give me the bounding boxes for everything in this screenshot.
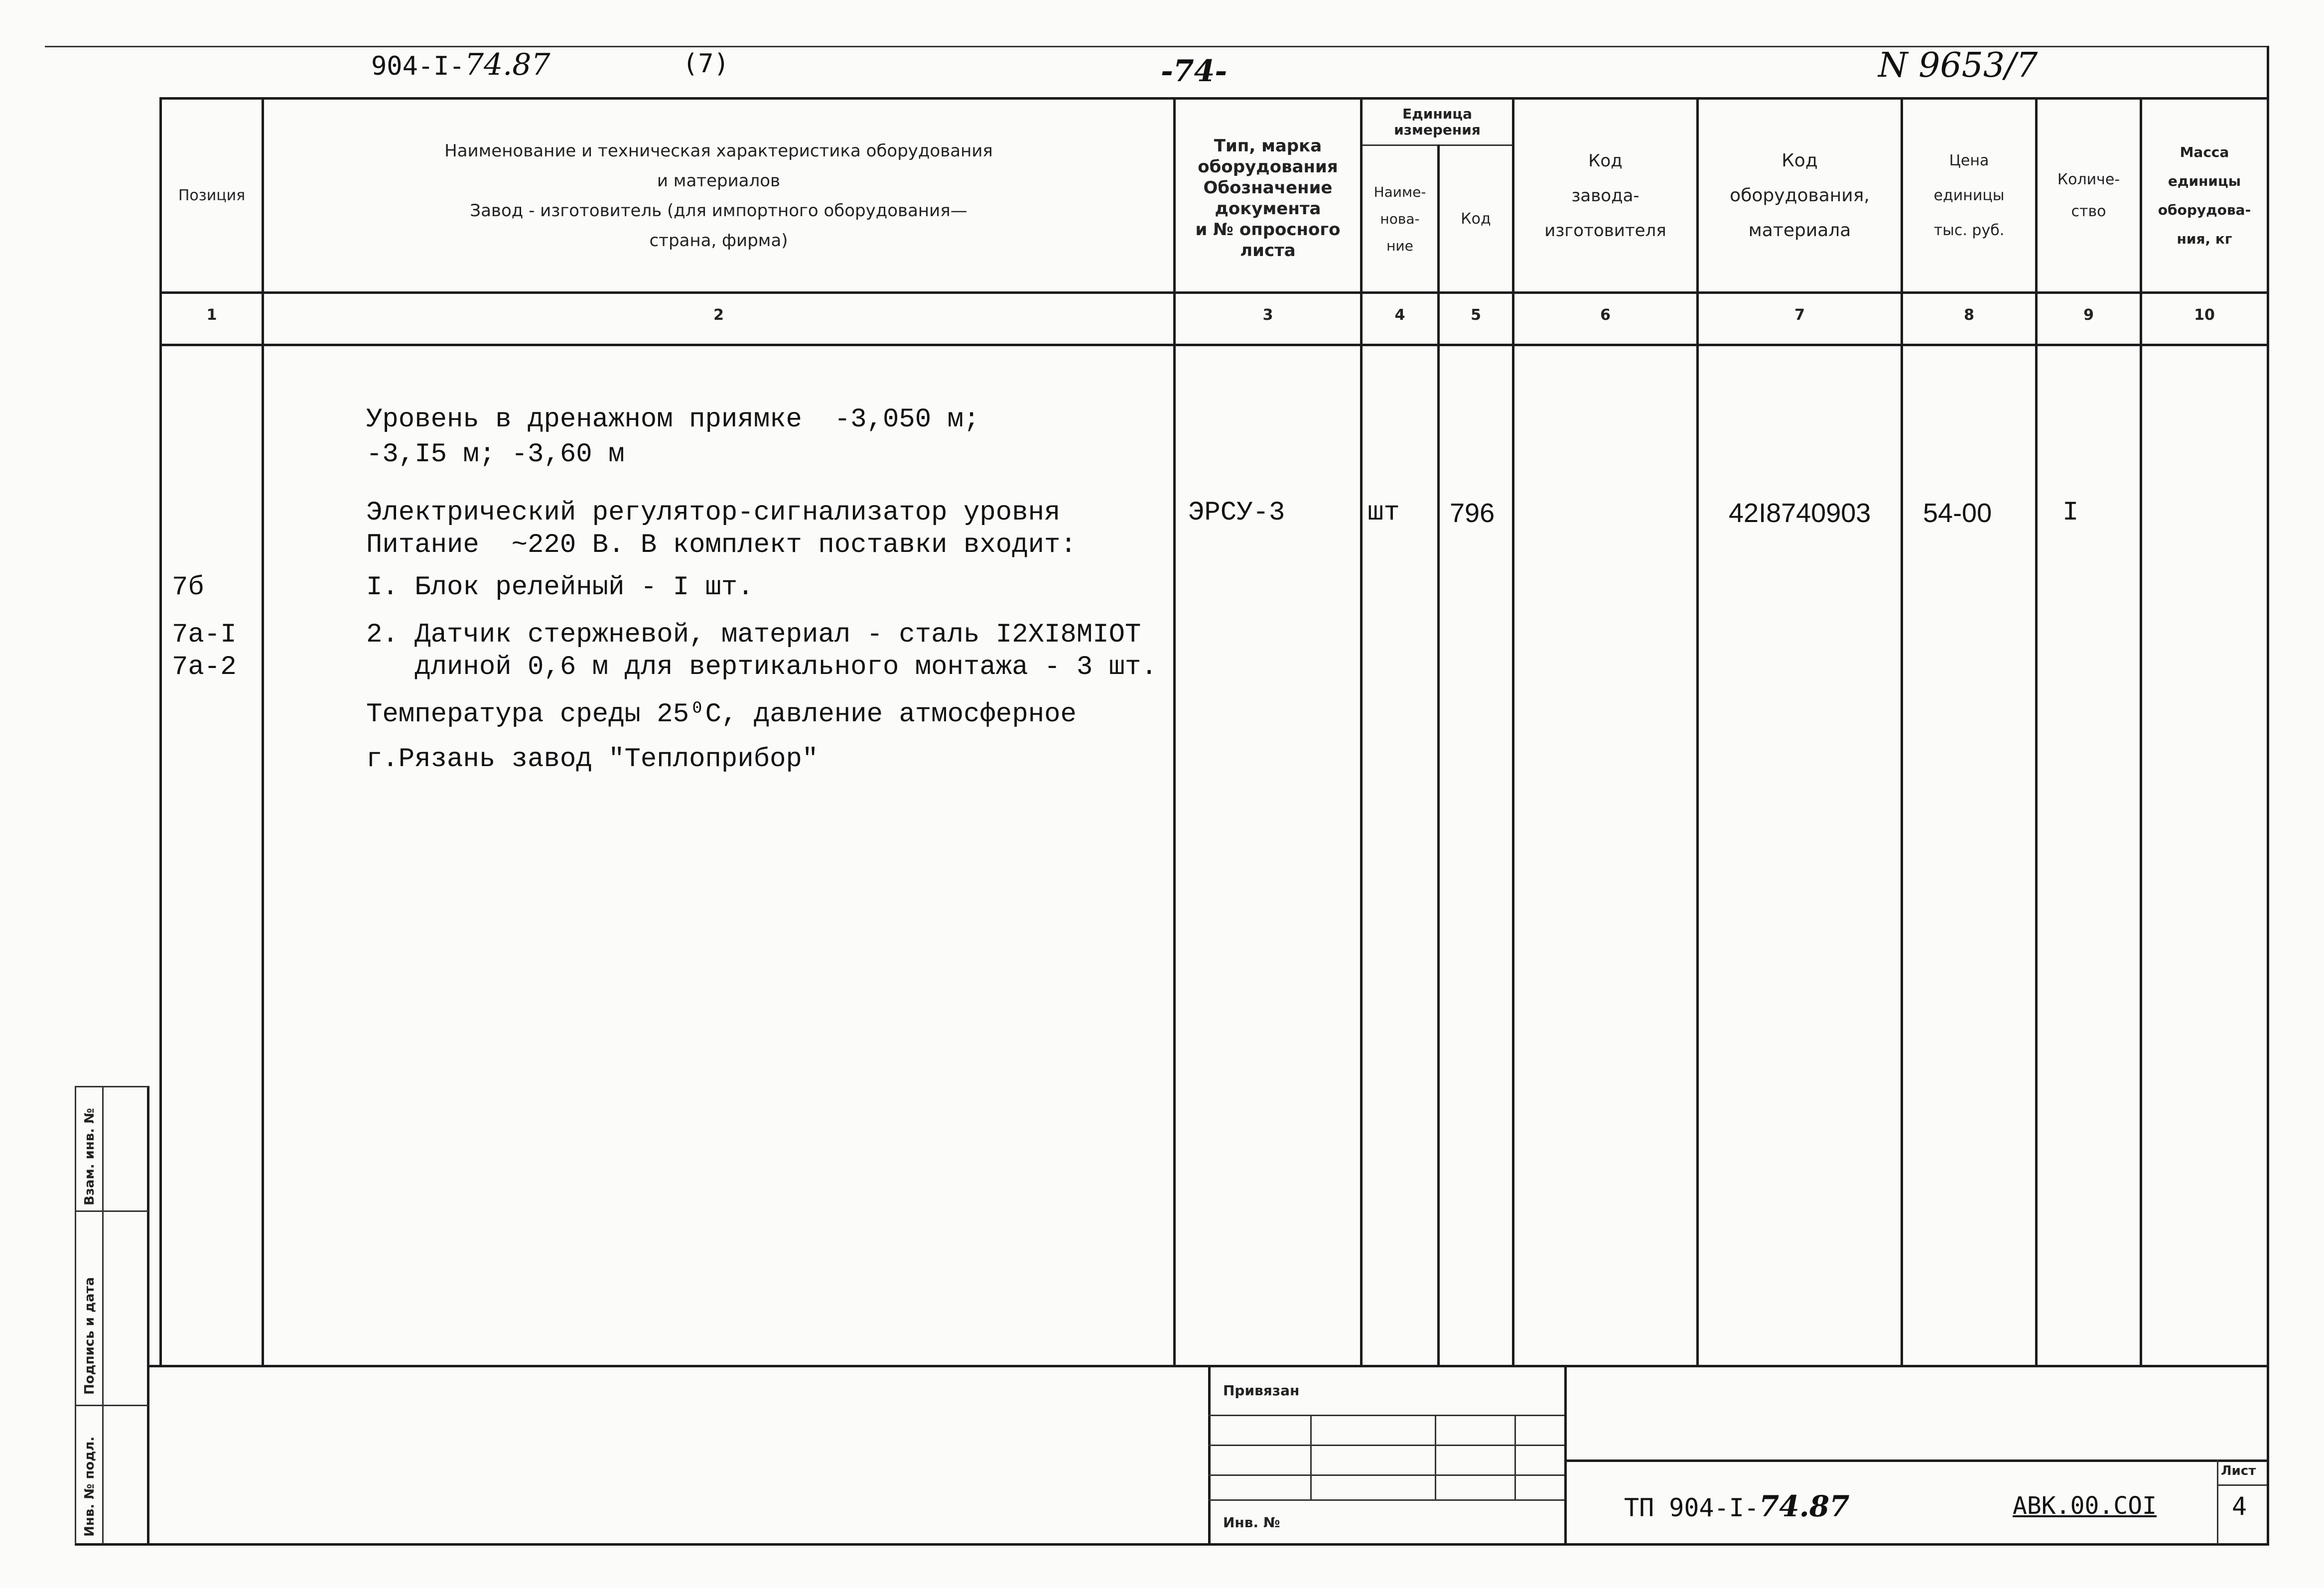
level-line-1: Уровень в дренажном приямке -3,050 м; bbox=[366, 404, 980, 435]
doc-code-handwritten: 74.87 bbox=[1759, 1489, 1850, 1523]
frame-right-line bbox=[2267, 46, 2269, 1545]
series-code-handwritten: 74.87 bbox=[464, 47, 550, 82]
item-line-2: Питание ~220 В. В комплект поставки входит: bbox=[366, 530, 1077, 560]
type-value: ЭРСУ-3 bbox=[1188, 498, 1285, 528]
col-number: 7 bbox=[1794, 306, 1805, 324]
qty-value: I bbox=[2062, 498, 2079, 528]
sign-date-label: Подпись и дата bbox=[82, 1277, 97, 1395]
sub2-line-2: длиной 0,6 м для вертикального монтажа - 3 шт. bbox=[366, 652, 1157, 682]
unit-value: шт bbox=[1367, 498, 1400, 528]
sub2-line-1: 2. Датчик стержневой, материал - сталь I2XI8MIOT bbox=[366, 620, 1141, 650]
binding-row-4 bbox=[1208, 1499, 1564, 1501]
binding-row-2 bbox=[1208, 1445, 1564, 1446]
binding-label: Привязан bbox=[1223, 1382, 1300, 1399]
sub1-text: I. Блок релейный - I шт. bbox=[366, 572, 754, 603]
header-mass: Масса единицы оборудова- ния, кг bbox=[2158, 143, 2251, 247]
side-strip-left bbox=[75, 1086, 76, 1544]
col-number: 5 bbox=[1471, 306, 1481, 324]
col-number: 6 bbox=[1600, 306, 1611, 324]
title-block-top bbox=[1564, 1459, 2267, 1462]
header-price: Цена единицы тыс. руб. bbox=[1933, 151, 2005, 239]
sheet-box-div bbox=[2217, 1484, 2267, 1486]
header-unit-name: Наиме- нова- ние bbox=[1373, 184, 1426, 254]
binding-box-right bbox=[1564, 1365, 1567, 1544]
col-number: 1 bbox=[206, 306, 217, 324]
side-strip-div2 bbox=[75, 1405, 148, 1406]
binding-col-2 bbox=[1435, 1415, 1436, 1499]
equip-code-value: 42I8740903 bbox=[1729, 498, 1871, 528]
col-number: 8 bbox=[1964, 306, 1974, 324]
binding-row-3 bbox=[1208, 1474, 1564, 1476]
item-line-1: Электрический регулятор-сигнализатор уровня bbox=[366, 498, 1061, 528]
temperature-line: Температура среды 25⁰С, давление атмосферное bbox=[366, 699, 1077, 730]
binding-col-1 bbox=[1310, 1415, 1312, 1499]
col-line-4 bbox=[1437, 144, 1440, 1365]
sub1-position: 7б bbox=[172, 572, 204, 603]
level-line-2: -3,I5 м; -3,60 м bbox=[366, 439, 625, 470]
inv-number-label: Инв. № bbox=[1223, 1514, 1280, 1531]
binding-col-3 bbox=[1514, 1415, 1516, 1499]
side-strip-div1 bbox=[75, 1210, 148, 1212]
top-border-line bbox=[45, 46, 2267, 47]
sub2-position-a: 7а-I bbox=[172, 620, 237, 650]
sheet-box-left bbox=[2217, 1459, 2218, 1544]
header-bottom-line bbox=[159, 291, 2267, 294]
side-strip-right bbox=[147, 1086, 149, 1544]
binding-row-1 bbox=[1208, 1415, 1564, 1416]
price-value: 54-00 bbox=[1923, 498, 1992, 528]
sheet-label: Лист bbox=[2221, 1463, 2256, 1478]
doc-code-print: ТП 904-I- bbox=[1624, 1493, 1759, 1522]
col-number: 2 bbox=[713, 306, 724, 324]
unit-code-value: 796 bbox=[1450, 498, 1495, 528]
header-name: Наименование и техническая характеристика оборудования и материалов Завод - изготовитель (для импортного оборудования— страна, фирма) bbox=[444, 140, 993, 251]
col-number: 3 bbox=[1262, 306, 1273, 324]
inv-replace-label: Взам. инв. № bbox=[82, 1108, 97, 1205]
frame-bottom-line bbox=[75, 1543, 2269, 1546]
header-equip-code: Код оборудования, материала bbox=[1730, 150, 1870, 241]
sheet-number: (7) bbox=[683, 49, 729, 79]
page-number: -74- bbox=[1161, 54, 1228, 89]
series-code bbox=[371, 47, 550, 82]
document-number: N 9653/7 bbox=[1878, 46, 2038, 85]
header-plant-code: Код завода- изготовителя bbox=[1544, 150, 1666, 241]
doc-code bbox=[1624, 1489, 1850, 1523]
inv-orig-label: Инв. № подл. bbox=[82, 1436, 97, 1537]
header-qty: Количе- ство bbox=[2057, 170, 2120, 220]
header-type: Тип, марка оборудования Обозначение документа и № опросного листа bbox=[1195, 135, 1341, 261]
sub2-position-b: 7а-2 bbox=[172, 652, 237, 682]
side-strip-top bbox=[75, 1086, 148, 1087]
series-code-print: 904-I- bbox=[371, 51, 465, 81]
album-code: АВК.00.СОI bbox=[2013, 1492, 2157, 1520]
sheet-value: 4 bbox=[2232, 1492, 2247, 1521]
unit-group-line bbox=[1360, 144, 1512, 146]
header-position: Позиция bbox=[178, 186, 246, 204]
header-unit-group: Единица измерения bbox=[1394, 106, 1481, 138]
manufacturer-line: г.Рязань завод "Теплоприбор" bbox=[366, 744, 819, 775]
colnum-bottom-line bbox=[159, 344, 2267, 346]
header-unit-code: Код bbox=[1461, 210, 1491, 228]
side-strip-mid bbox=[102, 1086, 104, 1544]
binding-box-left bbox=[1208, 1365, 1211, 1544]
col-number: 10 bbox=[2194, 306, 2215, 324]
col-number: 4 bbox=[1394, 306, 1405, 324]
col-number: 9 bbox=[2083, 306, 2094, 324]
